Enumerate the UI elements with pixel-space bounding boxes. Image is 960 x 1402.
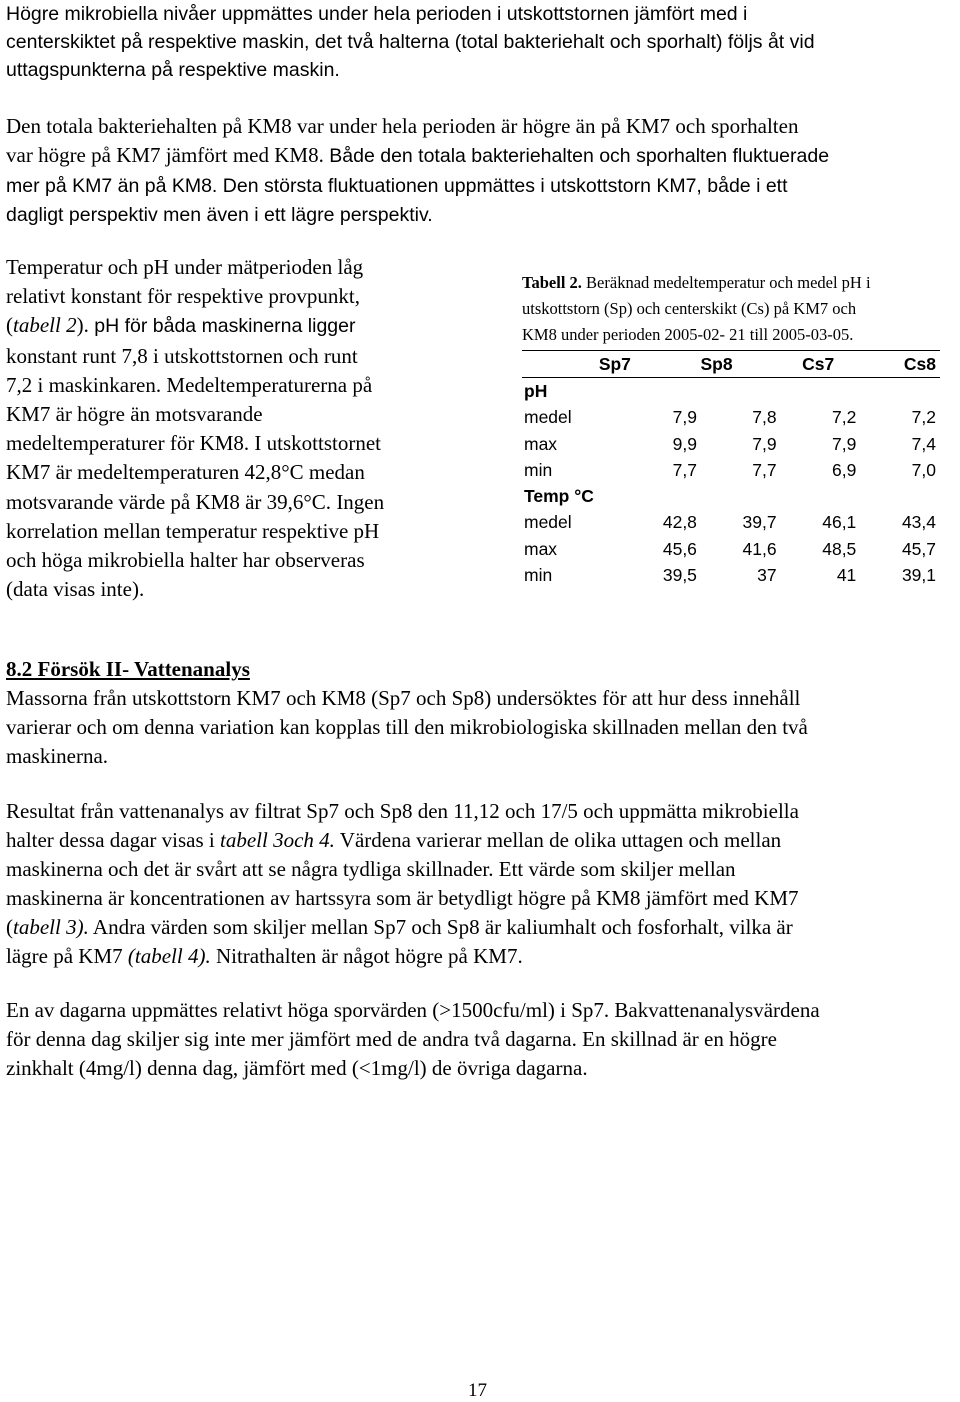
- table-cell: 7,2: [831, 407, 857, 428]
- intro-line: uttagspunkterna på respektive maskin.: [6, 59, 340, 81]
- table-cell: 45,7: [901, 538, 936, 559]
- table-cell: 41: [836, 565, 857, 586]
- temp-text: Ingen: [331, 489, 385, 514]
- section-8-2: [6, 655, 951, 683]
- column-header: Sp8: [700, 353, 733, 374]
- row-label: max: [524, 538, 558, 559]
- result-text: Andra värden som skiljer mellan Sp7 och Sp8 är kaliumhalt och fosforhalt, vilka är: [88, 915, 793, 939]
- temp-line: relativt konstant för respektive provpunkt,: [6, 284, 360, 309]
- table-2: [522, 270, 942, 589]
- km8-line: dagligt perspektiv men även i ett lägre perspektiv.: [6, 204, 433, 226]
- table-group-row: [522, 378, 940, 404]
- group-label-ph: pH: [524, 380, 548, 401]
- km8-line: Den totala bakteriehalten på KM8 var under hela perioden är högre än på KM7 och sporhalten: [6, 114, 799, 138]
- temp-text: ).: [76, 313, 89, 338]
- result-text: halter dessa dagar visas i: [6, 828, 221, 852]
- table-cell: 37: [757, 565, 777, 586]
- column-header: Cs8: [903, 353, 936, 374]
- temp-text: Medeltemperaturerna på: [161, 372, 373, 397]
- km8-text: mer på KM7 än på KM8.: [6, 175, 218, 197]
- table-cell: 48,5: [822, 538, 857, 559]
- table-cell: 7,7: [672, 459, 697, 480]
- data-table: [522, 351, 940, 377]
- section-heading: 8.2 Försök II- Vattenanalys: [6, 657, 250, 681]
- table-cell: 42,8: [662, 512, 697, 533]
- page-number: 17: [468, 1380, 487, 1401]
- data-table-body: [522, 378, 940, 588]
- table-caption-label: Tabell 2.: [522, 273, 582, 292]
- table-group-row: [522, 483, 940, 509]
- table-caption: utskottstorn (Sp) och centerskikt (Cs) på KM7 och: [522, 299, 857, 318]
- intro-line: Högre mikrobiella nivåer uppmättes under hela perioden i utskottstornen jämfört med i: [6, 3, 748, 25]
- table-caption-text: Beräknad medeltemperatur och medel pH i: [581, 273, 871, 292]
- water-analysis-paragraph: [6, 684, 951, 771]
- table-header-empty: [522, 351, 533, 377]
- row-label: max: [524, 433, 558, 454]
- row-label: medel: [524, 512, 572, 533]
- table-row: [522, 510, 940, 536]
- water-line: maskinerna.: [6, 744, 109, 768]
- km8-text: Både den totala bakteriehalten och sporhalten fluktuerade: [323, 145, 830, 167]
- table-caption: KM8 under perioden 2005-02- 21 till 2005-03-05.: [522, 325, 854, 344]
- water-line: Massorna från utskottstorn KM7 och KM8 (Sp7 och Sp8) undersöktes för att hur dess innehåll: [6, 686, 801, 710]
- day-line: zinkhalt (4mg/l) denna dag, jämfört med (<1mg/l) de övriga dagarna.: [6, 1056, 588, 1080]
- temp-line: korrelation mellan temperatur respektive pH: [6, 518, 380, 543]
- table-cell: 7,8: [752, 407, 777, 428]
- temp-line: Temperatur och pH under mätperioden låg: [6, 255, 364, 279]
- table-reference: tabell 3och 4.: [220, 828, 335, 852]
- table-cell: 46,1: [822, 512, 857, 533]
- table-cell: 39,5: [662, 565, 697, 586]
- intro-paragraph: [6, 0, 951, 84]
- row-label: min: [524, 459, 553, 480]
- temp-line: [6, 311, 481, 341]
- result-line: [6, 826, 951, 855]
- table-cell: 7,0: [911, 459, 936, 480]
- temp-line: och höga mikrobiella halter har observeras: [6, 548, 365, 573]
- result-text: (: [6, 915, 13, 939]
- temperature-paragraph: [6, 253, 481, 604]
- temp-text: I utskottstornet: [249, 431, 381, 456]
- column-header: Cs7: [802, 353, 835, 374]
- temp-text: pH för båda maskinerna ligger: [88, 315, 356, 338]
- group-label-temp: Temp °C: [524, 486, 594, 507]
- table-row: [522, 457, 940, 483]
- km8-text: var högre på KM7 jämfört med KM8.: [6, 143, 324, 167]
- table-header-row: [522, 351, 940, 377]
- table-reference: tabell 2: [13, 313, 77, 338]
- row-label: min: [524, 565, 553, 586]
- result-line: maskinerna och det är svårt att se några tydliga skillnader. Ett värde som skiljer mellan: [6, 857, 736, 881]
- table-cell: 9,9: [672, 433, 697, 454]
- temp-text: 7,2 i maskinkaren.: [6, 372, 162, 397]
- table-cell: 45,6: [662, 538, 697, 559]
- temp-line: KM7 är högre än motsvarande: [6, 402, 263, 427]
- table-row: [522, 562, 940, 588]
- spore-day-paragraph: [6, 996, 951, 1083]
- water-line: varierar och om denna variation kan kopplas till den mikrobiologiska skillnaden mellan den två: [6, 715, 808, 739]
- table-cell: 6,9: [831, 459, 857, 480]
- temp-line: KM7 är medeltemperaturen 42,8°C medan: [6, 460, 365, 485]
- result-line: [6, 942, 951, 971]
- result-paragraph: [6, 797, 951, 971]
- temp-text: medeltemperaturer för KM8.: [6, 431, 250, 456]
- temp-line: [6, 488, 481, 517]
- table-row: [522, 431, 940, 457]
- temp-text: motsvarande värde på KM8 är 39,6°C.: [6, 489, 332, 514]
- km8-text: Den största fluktuationen uppmättes i utskottstorn KM7, både i ett: [217, 175, 788, 197]
- table-reference: (tabell 4).: [127, 944, 211, 968]
- table-cell: 7,7: [752, 459, 777, 480]
- table-cell: 7,2: [911, 407, 936, 428]
- temp-text: (: [6, 313, 13, 338]
- result-text: Nitrathalten är något högre på KM7.: [210, 944, 523, 968]
- km8-line: [6, 171, 951, 201]
- result-text: Värdena varierar mellan de olika uttagen och mellan: [334, 828, 782, 852]
- table-cell: 41,6: [742, 538, 777, 559]
- row-label: medel: [524, 407, 572, 428]
- table-cell: 7,9: [752, 433, 777, 454]
- temp-line: (data visas inte).: [6, 577, 145, 602]
- temp-line: [6, 429, 481, 458]
- day-line: En av dagarna uppmättes relativt höga sporvärden (>1500cfu/ml) i Sp7. Bakvattenanalysvärdena: [6, 998, 820, 1022]
- table-row: [522, 405, 940, 431]
- km8-paragraph: [6, 112, 951, 230]
- result-line: maskinerna är koncentrationen av hartssyra som är betydligt högre på KM8 jämfört med KM7: [6, 886, 799, 910]
- result-line: Resultat från vattenanalys av filtrat Sp7 och Sp8 den 11,12 och 17/5 och uppmätta mikrobiella: [6, 799, 799, 823]
- day-line: för denna dag skiljer sig inte mer jämfört med de andra två dagarna. En skillnad är en högre: [6, 1027, 777, 1051]
- table-cell: 7,4: [911, 433, 936, 454]
- table-cell: 43,4: [901, 512, 936, 533]
- table-cell: 7,9: [672, 407, 697, 428]
- table-cell: 39,7: [742, 512, 777, 533]
- table-row: [522, 536, 940, 562]
- table-caption: [522, 270, 942, 296]
- column-header: Sp7: [598, 353, 631, 374]
- table-cell: 39,1: [901, 565, 936, 586]
- table-cell: 7,9: [831, 433, 857, 454]
- result-text: lägre på KM7: [6, 944, 128, 968]
- temp-line: [6, 371, 481, 400]
- km8-line: [6, 141, 951, 171]
- table-reference: tabell 3).: [13, 915, 89, 939]
- intro-line: centerskiktet på respektive maskin, det två halterna (total bakteriehalt och sporhalt) följs åt vid: [6, 31, 815, 53]
- result-line: [6, 913, 951, 942]
- temp-line: konstant runt 7,8 i utskottstornen och runt: [6, 343, 358, 368]
